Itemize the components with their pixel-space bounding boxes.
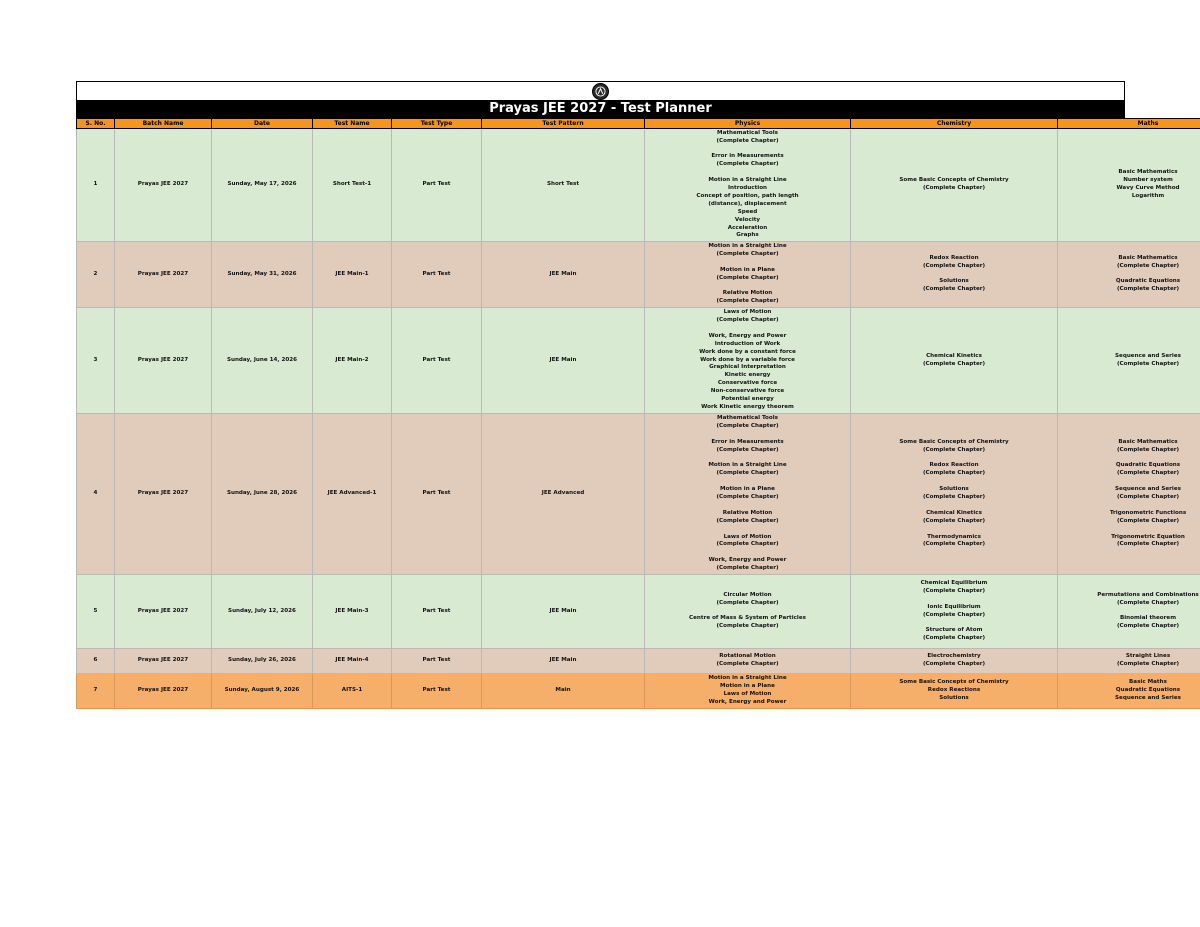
chemistry-cell <box>851 674 1058 709</box>
topic-line: Work done by a constant force <box>699 348 796 355</box>
topic-line: (Complete Chapter) <box>716 599 779 606</box>
topic-line: Redox Reaction <box>929 254 979 261</box>
test-pattern-cell: JEE Main <box>482 575 645 649</box>
topic-line: Some Basic Concepts of Chemistry <box>899 177 1009 184</box>
topic-line: Speed <box>737 208 758 215</box>
topic-line: (Complete Chapter) <box>1116 262 1180 269</box>
topic-line: (Complete Chapter) <box>716 422 779 429</box>
topic-line: (Complete Chapter) <box>922 494 986 500</box>
topic-line: Relative Motion <box>722 509 773 516</box>
header-date: Date <box>212 119 313 129</box>
header-test-type: Test Type <box>392 119 482 129</box>
physics-cell <box>645 575 851 649</box>
topic-line: (Complete Chapter) <box>716 494 779 500</box>
topic-line: (distance), displacement <box>708 200 787 207</box>
topic-line: Work Kinetic energy theorem <box>701 403 794 410</box>
table-row <box>77 242 1200 308</box>
header-sno: S. No. <box>77 119 115 129</box>
chemistry-cell <box>851 414 1058 575</box>
topic-line: Motion in a Straight Line <box>708 177 787 184</box>
topic-line: (Complete Chapter) <box>922 262 986 269</box>
test-name-cell: Short Test-1 <box>313 129 392 242</box>
planner-table <box>76 118 1200 709</box>
topic-line: Sequence and Series <box>1115 486 1181 493</box>
topic-line: Error in Measurements <box>711 153 784 160</box>
line-gap <box>647 526 848 534</box>
line-gap <box>853 596 1055 604</box>
test-pattern-cell: JEE Advanced <box>482 414 645 575</box>
topic-line: Laws of Motion <box>723 309 772 316</box>
line-gap <box>647 431 848 439</box>
topic-line: Non-conservative force <box>710 388 785 395</box>
topic-line: Electrochemistry <box>927 653 981 660</box>
test-type-cell: Part Test <box>392 308 482 414</box>
line-gap <box>647 549 848 557</box>
line-gap <box>1060 608 1200 616</box>
date-cell: Sunday, May 17, 2026 <box>212 129 313 242</box>
test-name-cell: JEE Main-3 <box>313 575 392 649</box>
header-batch-name: Batch Name <box>115 119 212 129</box>
topic-line: Trigonometric Equation <box>1111 533 1185 540</box>
topic-line: Sequence and Series <box>1115 352 1181 359</box>
topic-line: (Complete Chapter) <box>1116 661 1180 667</box>
topic-line: Chemical Equilibrium <box>920 579 988 586</box>
header-physics: Physics <box>645 119 851 129</box>
topic-line: Laws of Motion <box>723 533 772 540</box>
test-name-cell: AITS-1 <box>313 674 392 709</box>
test-type-cell: Part Test <box>392 414 482 575</box>
topic-line: (Complete Chapter) <box>922 517 986 524</box>
line-gap <box>853 478 1055 486</box>
maths-cell <box>1058 649 1200 674</box>
sno-cell: 5 <box>77 575 115 649</box>
line-gap <box>647 259 848 267</box>
topic-line: Concept of position, path length <box>696 192 799 199</box>
line-gap <box>647 608 848 616</box>
topic-line: Basic Mathematics <box>1118 169 1178 176</box>
topic-line: Introduction <box>727 184 768 191</box>
topic-line: (Complete Chapter) <box>716 517 779 524</box>
topic-line: (Complete Chapter) <box>1116 470 1180 477</box>
line-gap <box>647 502 848 510</box>
test-name-cell: JEE Main-4 <box>313 649 392 674</box>
topic-line: Redox Reactions <box>927 687 981 694</box>
topic-line: (Complete Chapter) <box>716 565 779 572</box>
test-pattern-cell: Short Test <box>482 129 645 242</box>
topic-line: Acceleration <box>727 224 768 231</box>
topic-line: Solutions <box>939 486 969 493</box>
topic-line: (Complete Chapter) <box>922 661 986 667</box>
topic-line: Basic Mathematics <box>1118 254 1178 261</box>
test-type-cell: Part Test <box>392 242 482 308</box>
topic-line: Mathematical Tools <box>717 414 778 421</box>
batch-name-cell: Prayas JEE 2027 <box>115 575 212 649</box>
topic-line: (Complete Chapter) <box>922 185 986 191</box>
table-row <box>77 674 1200 709</box>
maths-cell <box>1058 242 1200 308</box>
chemistry-cell <box>851 242 1058 308</box>
topic-line: Ionic Equilibrium <box>927 603 981 610</box>
topic-line: Number system <box>1123 177 1173 184</box>
line-gap <box>853 619 1055 627</box>
batch-name-cell: Prayas JEE 2027 <box>115 674 212 709</box>
test-name-cell: JEE Advanced-1 <box>313 414 392 575</box>
physics-cell <box>645 129 851 242</box>
topic-line: Work, Energy and Power <box>708 332 787 339</box>
topic-line: (Complete Chapter) <box>1116 494 1180 500</box>
test-pattern-cell: JEE Main <box>482 649 645 674</box>
topic-line: Sequence and Series <box>1115 694 1181 701</box>
topic-line: Quadratic Equations <box>1115 462 1181 469</box>
topic-line: Redox Reaction <box>929 462 979 469</box>
batch-name-cell: Prayas JEE 2027 <box>115 308 212 414</box>
line-gap <box>853 526 1055 534</box>
topic-line: Graphical Interpretation <box>709 364 786 371</box>
test-type-cell: Part Test <box>392 674 482 709</box>
topic-line: (Complete Chapter) <box>716 298 779 305</box>
line-gap <box>647 169 848 177</box>
line-gap <box>1060 526 1200 534</box>
topic-line: Trigonometric Functions <box>1109 509 1187 516</box>
topic-line: Error in Measurements <box>711 438 784 445</box>
topic-line: Some Basic Concepts of Chemistry <box>899 679 1009 686</box>
line-gap <box>647 478 848 486</box>
line-gap <box>853 455 1055 463</box>
topic-line: Relative Motion <box>722 290 773 297</box>
test-type-cell: Part Test <box>392 129 482 242</box>
topic-line: Binomial theorem <box>1119 615 1177 622</box>
test-type-cell: Part Test <box>392 649 482 674</box>
topic-line: (Complete Chapter) <box>922 446 986 453</box>
topic-line: Logarithm <box>1131 192 1165 199</box>
topic-line: Thermodynamics <box>927 533 981 540</box>
institute-logo-icon <box>592 83 609 100</box>
batch-name-cell: Prayas JEE 2027 <box>115 414 212 575</box>
topic-line: Kinetic energy <box>724 372 771 379</box>
topic-line: Circular Motion <box>723 591 772 598</box>
header-row <box>77 119 1200 129</box>
topic-line: Graphs <box>736 232 759 239</box>
topic-line: Motion in a Plane <box>720 683 775 690</box>
topic-line: (Complete Chapter) <box>922 541 986 548</box>
topic-line: Laws of Motion <box>723 691 772 697</box>
maths-cell <box>1058 674 1200 709</box>
date-cell: Sunday, July 12, 2026 <box>212 575 313 649</box>
topic-line: Rotational Motion <box>719 653 776 660</box>
topic-line: Basic Maths <box>1129 679 1167 686</box>
physics-cell <box>645 674 851 709</box>
topic-line: Work, Energy and Power <box>708 698 787 705</box>
topic-line: (Complete Chapter) <box>922 611 986 618</box>
topic-line: Quadratic Equations <box>1115 687 1181 694</box>
topic-line: (Complete Chapter) <box>922 470 986 477</box>
topic-line: (Complete Chapter) <box>716 161 779 168</box>
chemistry-cell <box>851 649 1058 674</box>
topic-line: (Complete Chapter) <box>716 661 779 667</box>
topic-line: Some Basic Concepts of Chemistry <box>899 438 1009 445</box>
topic-line: Potential energy <box>721 396 774 403</box>
topic-line: (Complete Chapter) <box>716 446 779 453</box>
topic-line: Wavy Curve Method <box>1116 185 1180 191</box>
chemistry-cell <box>851 308 1058 414</box>
date-cell: Sunday, July 26, 2026 <box>212 649 313 674</box>
line-gap <box>647 282 848 290</box>
table-row <box>77 649 1200 674</box>
test-name-cell: JEE Main-2 <box>313 308 392 414</box>
topic-line: (Complete Chapter) <box>1116 517 1180 524</box>
topic-line: Introduction of Work <box>714 340 781 347</box>
date-cell: Sunday, August 9, 2026 <box>212 674 313 709</box>
topic-line: (Complete Chapter) <box>1116 446 1180 453</box>
table-row <box>77 414 1200 575</box>
line-gap <box>647 325 848 333</box>
sno-cell: 6 <box>77 649 115 674</box>
table-row <box>77 129 1200 242</box>
maths-cell <box>1058 129 1200 242</box>
topic-line: (Complete Chapter) <box>1116 599 1180 606</box>
topic-line: Motion in a Plane <box>720 486 775 493</box>
topic-line: Solutions <box>939 278 969 285</box>
batch-name-cell: Prayas JEE 2027 <box>115 242 212 308</box>
physics-cell <box>645 414 851 575</box>
page-title: Prayas JEE 2027 - Test Planner <box>76 100 1125 118</box>
planner-body <box>77 129 1200 709</box>
topic-line: (Complete Chapter) <box>922 635 986 642</box>
date-cell: Sunday, May 31, 2026 <box>212 242 313 308</box>
test-name-cell: JEE Main-1 <box>313 242 392 308</box>
table-row <box>77 308 1200 414</box>
date-cell: Sunday, June 14, 2026 <box>212 308 313 414</box>
sno-cell: 4 <box>77 414 115 575</box>
topic-line: (Complete Chapter) <box>922 286 986 293</box>
topic-line: (Complete Chapter) <box>716 317 779 324</box>
topic-line: (Complete Chapter) <box>1116 541 1180 548</box>
topic-line: (Complete Chapter) <box>716 470 779 477</box>
test-pattern-cell: JEE Main <box>482 308 645 414</box>
topic-line: Centre of Mass & System of Particles <box>689 615 806 622</box>
chemistry-cell <box>851 129 1058 242</box>
maths-cell <box>1058 414 1200 575</box>
physics-cell <box>645 242 851 308</box>
batch-name-cell: Prayas JEE 2027 <box>115 649 212 674</box>
test-pattern-cell: Main <box>482 674 645 709</box>
chemistry-cell <box>851 575 1058 649</box>
topic-line: Work, Energy and Power <box>708 557 787 564</box>
physics-cell <box>645 308 851 414</box>
maths-cell <box>1058 575 1200 649</box>
topic-line: Conservative force <box>717 380 778 387</box>
topic-line: (Complete Chapter) <box>1116 286 1180 293</box>
topic-line: Motion in a Straight Line <box>708 242 787 249</box>
test-pattern-cell: JEE Main <box>482 242 645 308</box>
sno-cell: 3 <box>77 308 115 414</box>
topic-line: Basic Mathematics <box>1118 438 1178 445</box>
batch-name-cell: Prayas JEE 2027 <box>115 129 212 242</box>
line-gap <box>853 502 1055 510</box>
sno-cell: 7 <box>77 674 115 709</box>
date-cell: Sunday, June 28, 2026 <box>212 414 313 575</box>
topic-line: Structure of Atom <box>925 627 983 634</box>
topic-line: Permutations and Combinations <box>1097 591 1199 598</box>
topic-line: (Complete Chapter) <box>716 137 779 144</box>
topic-line: (Complete Chapter) <box>922 360 986 367</box>
line-gap <box>1060 502 1200 510</box>
line-gap <box>1060 478 1200 486</box>
topic-line: Straight Lines <box>1125 653 1171 660</box>
topic-line: (Complete Chapter) <box>922 587 986 594</box>
topic-line: (Complete Chapter) <box>716 623 779 630</box>
test-planner-sheet <box>76 81 1199 709</box>
sno-cell: 2 <box>77 242 115 308</box>
line-gap <box>647 455 848 463</box>
topic-line: Chemical Kinetics <box>926 509 982 516</box>
topic-line: Quadratic Equations <box>1115 278 1181 285</box>
topic-line: Motion in a Straight Line <box>708 675 787 682</box>
topic-line: (Complete Chapter) <box>716 274 779 281</box>
topic-line: Motion in a Straight Line <box>708 462 787 469</box>
maths-cell <box>1058 308 1200 414</box>
header-chemistry: Chemistry <box>851 119 1058 129</box>
topic-line: Mathematical Tools <box>717 129 778 136</box>
topic-line: Velocity <box>734 216 761 223</box>
sno-cell: 1 <box>77 129 115 242</box>
topic-line: Solutions <box>939 694 969 701</box>
header-test-pattern: Test Pattern <box>482 119 645 129</box>
physics-cell <box>645 649 851 674</box>
topic-line: (Complete Chapter) <box>1116 360 1180 367</box>
header-test-name: Test Name <box>313 119 392 129</box>
topic-line: (Complete Chapter) <box>716 250 779 257</box>
header-maths: Maths <box>1058 119 1200 129</box>
topic-line: Motion in a Plane <box>720 266 775 273</box>
line-gap <box>853 271 1055 279</box>
line-gap <box>1060 455 1200 463</box>
logo-row <box>76 81 1125 100</box>
topic-line: Work done by a variable force <box>700 356 795 363</box>
line-gap <box>1060 271 1200 279</box>
line-gap <box>647 145 848 153</box>
topic-line: (Complete Chapter) <box>716 541 779 548</box>
test-type-cell: Part Test <box>392 575 482 649</box>
topic-line: Chemical Kinetics <box>926 352 982 359</box>
topic-line: (Complete Chapter) <box>1116 623 1180 630</box>
table-row <box>77 575 1200 649</box>
